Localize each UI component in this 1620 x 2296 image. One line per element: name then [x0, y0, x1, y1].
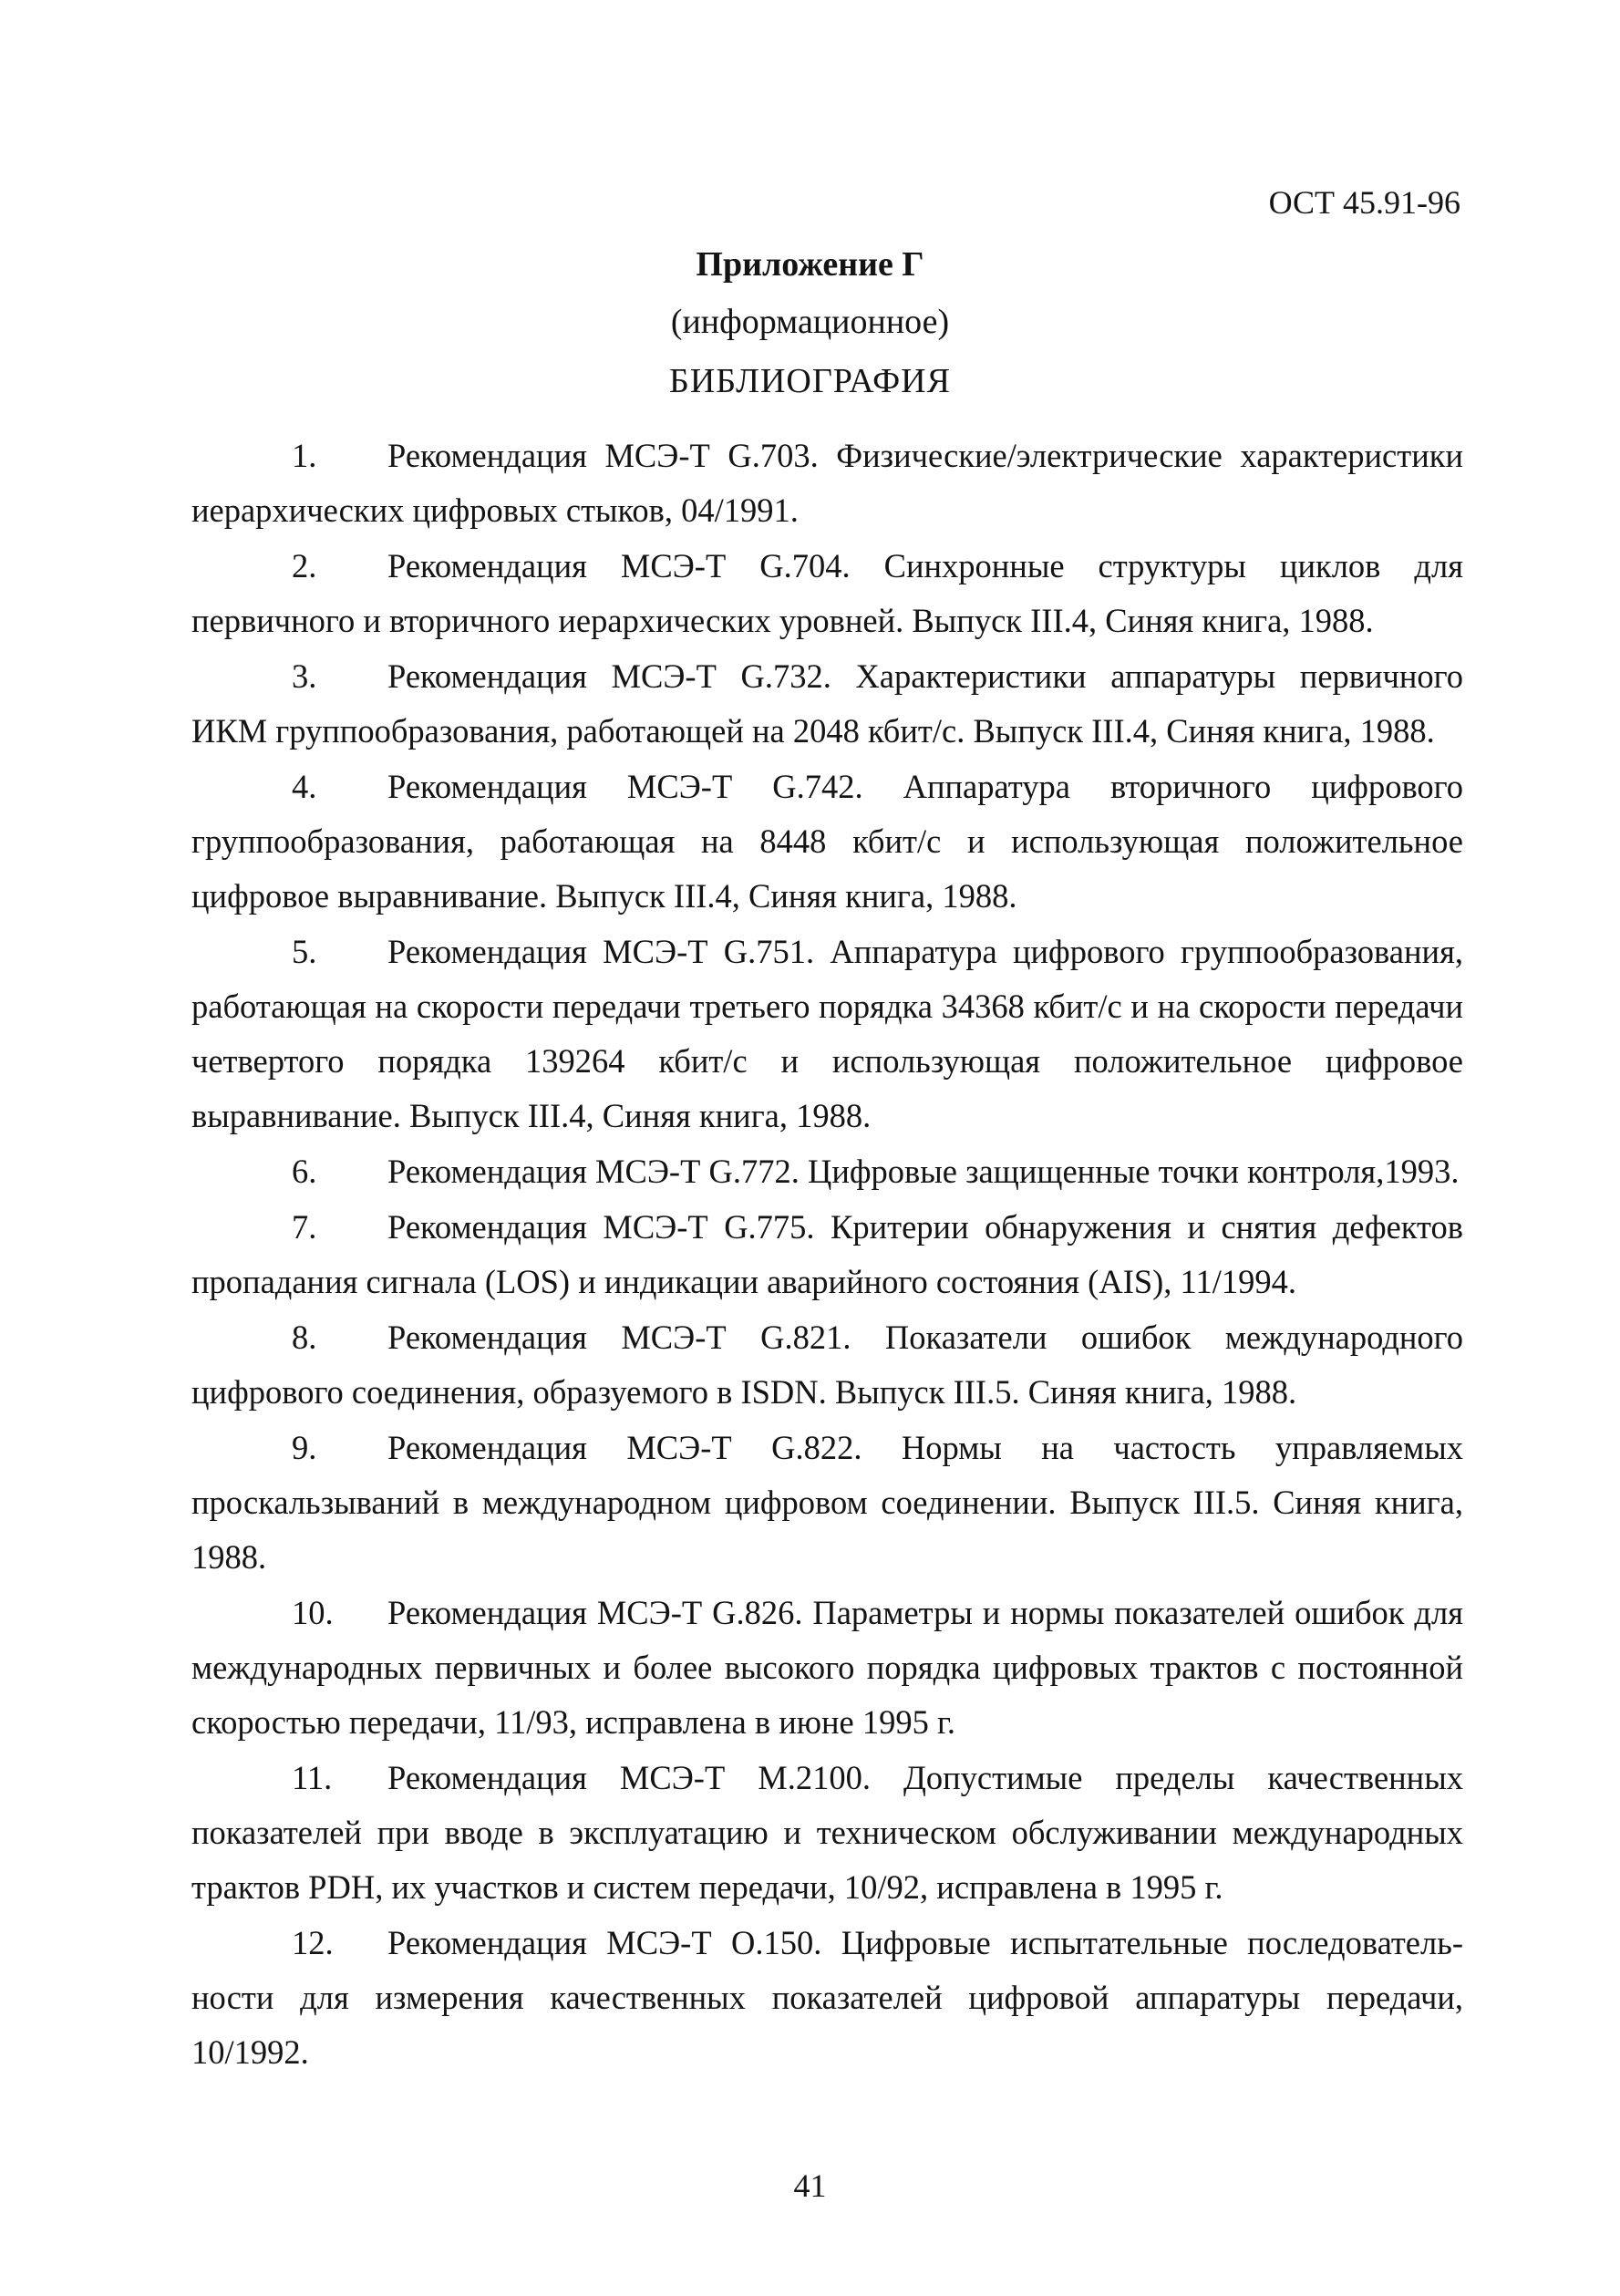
bibliography-item [191, 1144, 1463, 1200]
bibliography-item-number: 12. [292, 1924, 334, 1961]
document-code: ОСТ 45.91-96 [1268, 184, 1460, 221]
bibliography-item [191, 1586, 1463, 1751]
page-number: 41 [793, 2167, 827, 2204]
bibliography-item-text: Рекомендация МСЭ-Т G.732. Характеристики аппаратуры первичного ИКМ группообразования, работающей на 2048 кбит/с. Выпуск III.4, Синяя книга, 1988. [191, 657, 1463, 750]
bibliography-item-text: Рекомендация МСЭ-Т G.704. Синхронные структуры циклов для первичного и вторичного иерархических уровней. Выпуск III.4, Синяя книга, 1988. [191, 547, 1463, 639]
bibliography-item [191, 1310, 1463, 1421]
bibliography-item [191, 539, 1463, 649]
bibliography-item-number: 3. [292, 657, 317, 695]
bibliography-item-number: 11. [292, 1759, 333, 1796]
bibliography-item-number: 5. [292, 933, 317, 970]
bibliography-item-text: Рекомендация МСЭ-Т G.821. Показатели ошибок международного цифрового соединения, образуемого в ISDN. Выпуск III.5. Синяя книга, 1988. [191, 1319, 1463, 1411]
bibliography-item-number: 7. [292, 1208, 317, 1246]
bibliography-item-text: Рекомендация МСЭ-Т G.775. Критерии обнаружения и снятия дефектов пропадания сигнала (LOS) и индикации аварийного состояния (AIS), 11/1994. [191, 1208, 1463, 1300]
bibliography-item-number: 9. [292, 1429, 317, 1466]
bibliography-item [191, 925, 1463, 1144]
appendix-type: (информационное) [670, 303, 950, 341]
bibliography-item-number: 10. [292, 1594, 334, 1631]
bibliography-item [191, 1916, 1463, 2081]
bibliography-item-text: Рекомендация МСЭ-Т G.742. Аппаратура вторичного цифрового группообразования, работающая на 8448 кбит/с и использующая положительное цифровое выравнивание. Выпуск III.4, Синяя книга, 1988. [191, 768, 1463, 915]
bibliography-item [191, 1751, 1463, 1916]
bibliography-item [191, 760, 1463, 925]
bibliography-item-text: Рекомендация МСЭ-Т М.2100. Допустимые пределы качественных показателей при вводе в эксплуатацию и техническом обслуживании международных трактов PDH, их участков и систем передачи, 10/92, исправлена в 1995 г. [191, 1759, 1463, 1906]
bibliography-item [191, 649, 1463, 760]
bibliography-item [191, 1421, 1463, 1586]
section-title: БИБЛИОГРАФИЯ [669, 362, 951, 400]
bibliography-item-text: Рекомендация МСЭ-Т G.751. Аппаратура цифрового группообразования, работающая на скорости передачи третьего порядка 34368 кбит/с и на скорости передачи четвертого порядка 139264 кбит/с и использующая положительное цифровое выравнивание. Выпуск III.4, Синяя книга, 1988. [191, 933, 1463, 1134]
bibliography-item-number: 4. [292, 768, 317, 805]
bibliography-list [191, 429, 1463, 2081]
bibliography-item-text: Рекомендация МСЭ-Т G.703. Физические/электрические характеристики иерархических цифровых стыков, 04/1991. [191, 437, 1463, 529]
bibliography-item-number: 2. [292, 547, 317, 584]
bibliography-item-number: 6. [292, 1153, 317, 1190]
bibliography-item-number: 1. [292, 437, 317, 474]
bibliography-item-text: Рекомендация МСЭ-Т G.772. Цифровые защищенные точки контроля,1993. [387, 1153, 1460, 1190]
bibliography-item-text: Рекомендация МСЭ-Т G.826. Параметры и нормы показателей ошибок для международных первичных и более высокого порядка цифровых трактов с постоянной скоростью передачи, 11/93, исправлена в июне 1995 г. [191, 1594, 1463, 1741]
bibliography-item-text: Рекомендация МСЭ-Т G.822. Нормы на частость управляемых проскальзываний в международном цифровом соединении. Выпуск III.5. Синяя книга, 1988. [191, 1429, 1463, 1576]
bibliography-item [191, 1200, 1463, 1310]
bibliography-item [191, 429, 1463, 539]
bibliography-item-number: 8. [292, 1319, 317, 1356]
appendix-title: Приложение Г [696, 245, 924, 284]
bibliography-item-text: Рекомендация МСЭ-Т О.150. Цифровые испытательные последователь-ности для измерения качественных показателей цифровой аппаратуры передачи, 10/1992. [191, 1924, 1463, 2071]
